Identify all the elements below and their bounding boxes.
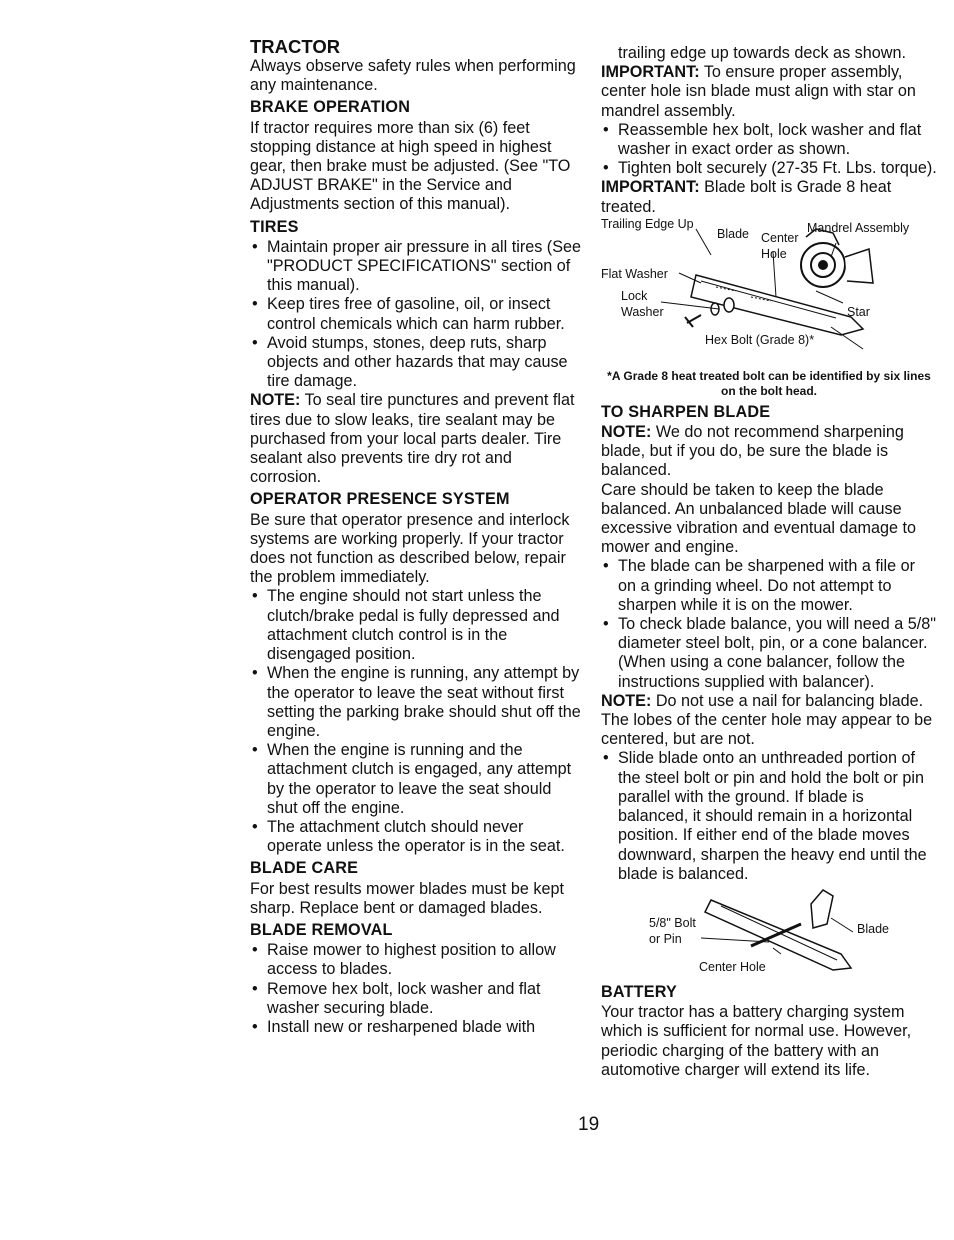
list-item: • Keep tires free of gasoline, oil, or insect control chemicals which can harm rubber. (250, 295, 582, 333)
label-star: Star (847, 304, 870, 319)
heading-operator-presence: OPERATOR PRESENCE SYSTEM (250, 490, 510, 509)
list-item: • Install new or resharpened blade with (250, 1018, 582, 1037)
ops-text: Be sure that operator presence and interlock systems are working properly. If your tractor does not function as described below, repair the problem immediately. (250, 510, 570, 587)
label-center-hole: Center Hole (699, 959, 766, 974)
label-trailing-edge: Trailing Edge Up (601, 216, 694, 231)
tires-note (250, 391, 582, 487)
heading-battery: BATTERY (601, 982, 678, 1001)
intro-text: Always observe safety rules when performing any maintenance. (250, 57, 576, 95)
list-item: • When the engine is running, any attempt by the operator to leave the seat without first setting the parking brake should shut off the engine. (250, 664, 582, 741)
blade-removal-list (250, 941, 582, 1037)
list-item: • The attachment clutch should never operate unless the operator is in the seat. (250, 818, 582, 856)
heading-blade-care: BLADE CARE (250, 859, 359, 878)
sharpen-list (601, 557, 937, 691)
label-lock: Lock (621, 288, 648, 303)
list-item: • When the engine is running and the attachment clutch is engaged, any attempt by the operator to leave the seat should shut off the engine. (250, 741, 582, 818)
important-text: To ensure proper assembly, center hole isn blade must align with star on mandrel assembly. (601, 63, 916, 120)
balance-list (601, 749, 937, 883)
brake-text: If tractor requires more than six (6) feet stopping distance at high speed in highest gear, then brake must be adjusted. (See "TO ADJUST BRAKE" in the Service and Adjustments section of this manual). (250, 118, 571, 214)
heading-sharpen-blade: TO SHARPEN BLADE (601, 402, 771, 421)
list-item: • Reassemble hex bolt, lock washer and flat washer in exact order as shown. (601, 121, 937, 159)
battery-text: Your tractor has a battery charging system which is sufficient for normal use. However, periodic charging of the battery with an automotive charger will extend its life. (601, 1003, 912, 1079)
note-text: Do not use a nail for balancing blade. The lobes of the center hole may appear to be centered, but are not. (601, 691, 933, 749)
continued-text: trailing edge up towards deck as shown. (618, 44, 906, 62)
label-center: Center (761, 230, 799, 245)
note-label: NOTE: (601, 423, 652, 442)
note-label: NOTE: (601, 691, 652, 710)
important-note-1 (601, 63, 937, 121)
label-washer: Washer (621, 304, 664, 319)
heading-blade-removal: BLADE REMOVAL (250, 920, 393, 939)
section-title-tractor: TRACTOR (250, 36, 341, 57)
figure-caption: *A Grade 8 heat treated bolt can be identified by six lines on the bolt head. (607, 368, 931, 398)
important-note-2 (601, 178, 937, 216)
right-column (601, 44, 937, 1080)
label-blade: Blade (717, 226, 749, 241)
list-item: • The engine should not start unless the clutch/brake pedal is fully depressed and attachment clutch control is in the disengaged position. (250, 587, 582, 664)
list-item: • Maintain proper air pressure in all tires (See "PRODUCT SPECIFICATIONS" section of this manual). (250, 238, 582, 296)
list-item: • Tighten bolt securely (27-35 Ft. Lbs. torque). (601, 159, 937, 178)
label-blade: Blade (857, 921, 889, 936)
label-mandrel-assembly: Mandrel Assembly (807, 220, 910, 235)
blade-assembly-figure (601, 217, 937, 367)
label-bolt: 5/8" Bolt (649, 915, 696, 930)
important-label: IMPORTANT: (601, 178, 700, 197)
tires-list (250, 238, 582, 392)
note-label: NOTE: (250, 391, 301, 410)
label-flat-washer: Flat Washer (601, 266, 668, 281)
blade-balance-figure (601, 884, 937, 980)
sharpen-text: Care should be taken to keep the blade balanced. An unbalanced blade will cause excessive vibration and eventual damage to mower and engine. (601, 480, 916, 557)
label-hex-bolt: Hex Bolt (Grade 8)* (705, 332, 815, 347)
important-label: IMPORTANT: (601, 63, 700, 82)
note-text: To seal tire punctures and prevent flat tires due to slow leaks, tire sealant may be purchased from your local parts dealer. Tire sealant also prevents tire dry rot and corrosion. (250, 391, 575, 487)
left-column (250, 36, 582, 1037)
label-hole: Hole (761, 246, 787, 261)
sharpen-note-2 (601, 692, 937, 750)
list-item: • Remove hex bolt, lock washer and flat washer securing blade. (250, 980, 582, 1018)
list-item: • To check blade balance, you will need a 5/8" diameter steel bolt, pin, or a cone balancer. (When using a cone balancer, follow the instructions supplied with balancer). (601, 615, 937, 692)
note-text: We do not recommend sharpening blade, but if you do, be sure the blade is balanced. (601, 423, 904, 480)
list-item: • Avoid stumps, stones, deep ruts, sharp objects and other hazards that may cause tire damage. (250, 334, 582, 392)
sharpen-note (601, 423, 937, 481)
blade-care-text: For best results mower blades must be kept sharp. Replace bent or damaged blades. (250, 879, 564, 917)
list-item: • The blade can be sharpened with a file or on a grinding wheel. Do not attempt to sharpen while it is on the mower. (601, 557, 937, 615)
page-number: 19 (578, 1114, 600, 1135)
reassemble-list (601, 121, 937, 179)
heading-tires: TIRES (250, 217, 299, 236)
list-item: • Slide blade onto an unthreaded portion of the steel bolt or pin and hold the bolt or pin parallel with the ground. If blade is balanced, it should remain in a horizontal position. If either end of the blade moves downward, sharpen the heavy end until the blade is balanced. (601, 749, 937, 883)
ops-list (250, 587, 582, 856)
label-or-pin: or Pin (649, 931, 682, 946)
important-text: Blade bolt is Grade 8 heat treated. (601, 178, 892, 216)
heading-brake-operation: BRAKE OPERATION (250, 98, 411, 117)
list-item: • Raise mower to highest position to allow access to blades. (250, 941, 582, 979)
